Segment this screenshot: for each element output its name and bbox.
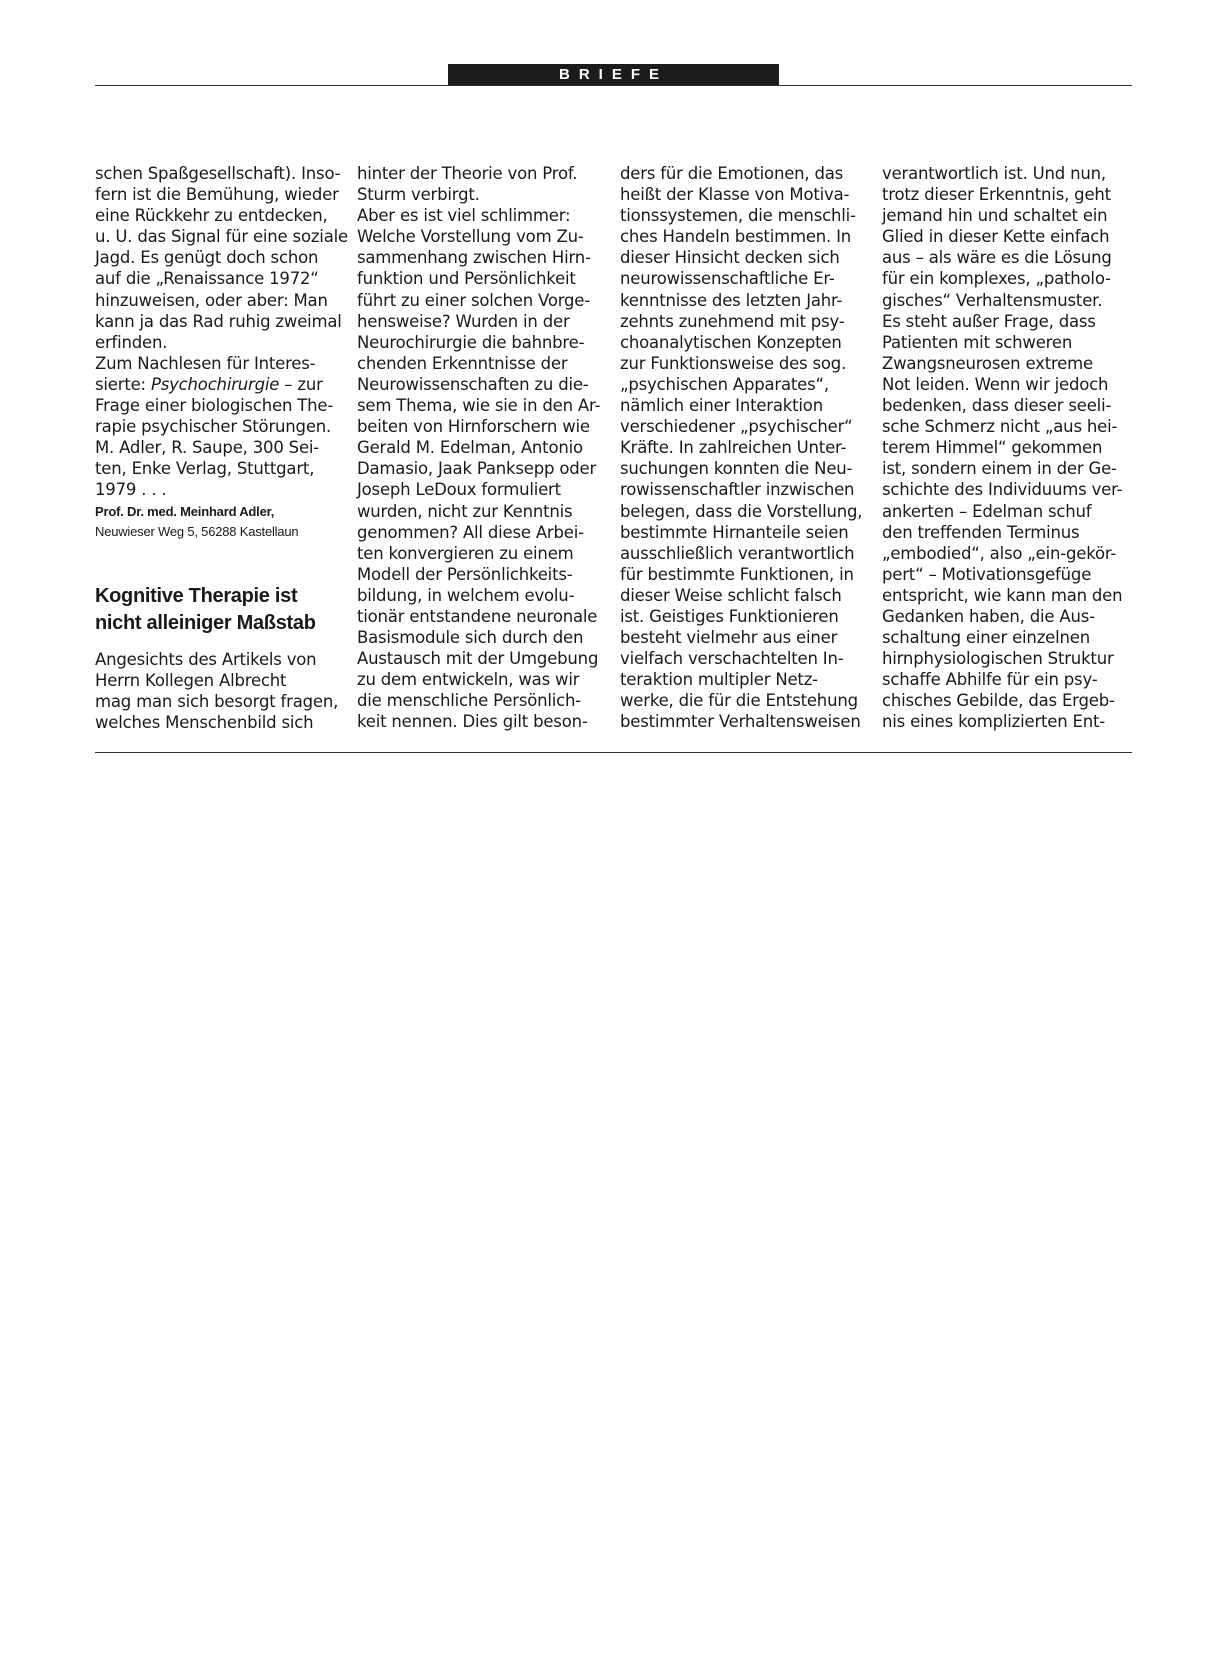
text-line: chisches Gebilde, das Ergeb-: [882, 691, 1115, 711]
text-line: Sturm verbirgt.: [357, 185, 480, 205]
text-line: bestimmte Hirnanteile seien: [620, 522, 849, 542]
text-line: Modell der Persönlichkeits-: [357, 564, 573, 584]
text-line: nis eines komplizierten Ent-: [882, 712, 1106, 732]
text-line: Joseph LeDoux formuliert: [357, 480, 561, 500]
text-line: Jagd. Es genügt doch schon: [95, 248, 319, 268]
text-line: terem Himmel“ gekommen: [882, 438, 1103, 458]
column-4: [882, 163, 1134, 733]
signature-name: Prof. Dr. med. Meinhard Adler,: [95, 503, 275, 519]
text-line: Basismodule sich durch den: [357, 628, 584, 648]
text-line: hensweise? Wurden in der: [357, 311, 570, 331]
text-line: Neurochirurgie die bahnbre-: [357, 332, 585, 352]
text-line: Glied in dieser Kette einfach: [882, 227, 1110, 247]
heading-line: Kognitive Therapie ist: [95, 584, 298, 607]
text-line: ten konvergieren zu einem: [357, 543, 574, 563]
text-line: gisches“ Verhaltensmuster.: [882, 290, 1103, 310]
text-line: für ein komplexes, „patholo-: [882, 269, 1111, 289]
text-line: keit nennen. Dies gilt beson-: [357, 712, 588, 732]
header-rule: [95, 85, 1132, 86]
text-line: Kräfte. In zahlreichen Unter-: [620, 438, 847, 458]
text-line: aus – als wäre es die Lösung: [882, 248, 1112, 268]
text-line: sche Schmerz nicht „aus hei-: [882, 417, 1118, 437]
text-line: Angesichts des Artikels von: [95, 649, 317, 669]
text-line: kenntnisse des letzten Jahr-: [620, 290, 843, 310]
text-line: funktion und Persönlichkeit: [357, 269, 576, 289]
text-line: 1979 . . .: [95, 480, 167, 500]
letter-2-heading: [95, 583, 347, 637]
text-line: Es steht außer Frage, dass: [882, 311, 1096, 331]
text-line: nämlich einer Interaktion: [620, 396, 823, 416]
text-line: [95, 374, 347, 395]
text-line: dieser Hinsicht decken sich: [620, 248, 840, 268]
text-line: werke, die für die Entstehung: [620, 691, 858, 711]
text-line: zu dem entwickeln, was wir: [357, 670, 580, 690]
text-line: neurowissenschaftliche Er-: [620, 269, 835, 289]
text-line: Not leiden. Wenn wir jedoch: [882, 374, 1109, 394]
text-line: Gedanken haben, die Aus-: [882, 606, 1095, 626]
letter-1-body: [95, 163, 347, 501]
text-line: ausschließlich verantwortlich: [620, 543, 855, 563]
text-line: schaltung einer einzelnen: [882, 628, 1090, 648]
text-line: bildung, in welchem evolu-: [357, 585, 575, 605]
text-line: schaffe Abhilfe für ein psy-: [882, 670, 1098, 690]
text-line: ist, sondern einem in der Ge-: [882, 459, 1117, 479]
text-line: für bestimmte Funktionen, in: [620, 564, 854, 584]
text-line: vielfach verschachtelten In-: [620, 649, 844, 669]
text-line: „embodied“, also „ein-gekör-: [882, 543, 1117, 563]
text-line: Aber es ist viel schlimmer:: [357, 206, 571, 226]
text-line: M. Adler, R. Saupe, 300 Sei-: [95, 438, 320, 458]
text-line: bedenken, dass dieser seeli-: [882, 396, 1112, 416]
text-line: Welche Vorstellung vom Zu-: [357, 227, 584, 247]
text-line: genommen? All diese Arbei-: [357, 522, 584, 542]
text-line: den treffenden Terminus: [882, 522, 1080, 542]
text-line: trotz dieser Erkenntnis, geht: [882, 185, 1111, 205]
text-line: auf die „Renaissance 1972“: [95, 269, 319, 289]
footer-rule: [95, 752, 1132, 753]
text-line: Herrn Kollegen Albrecht: [95, 670, 287, 690]
text-line: u. U. das Signal für eine soziale: [95, 227, 348, 247]
text-line: hirnphysiologischen Struktur: [882, 649, 1114, 669]
text-line: besteht vielmehr aus einer: [620, 628, 838, 648]
text-line: verschiedener „psychischer“: [620, 417, 853, 437]
text-line: Damasio, Jaak Panksepp oder: [357, 459, 597, 479]
text-line: die menschliche Persönlich-: [357, 691, 582, 711]
text-line: choanalytischen Konzepten: [620, 332, 842, 352]
text-line: Zum Nachlesen für Interes-: [95, 353, 316, 373]
signature-address: Neuwieser Weg 5, 56288 Kastellaun: [95, 523, 299, 539]
text-fragment: sierte:: [95, 374, 151, 394]
text-line: mag man sich besorgt fragen,: [95, 691, 339, 711]
text-line: tionär entstandene neuronale: [357, 606, 598, 626]
text-line: bestimmter Verhaltensweisen: [620, 712, 861, 732]
text-line: Gerald M. Edelman, Antonio: [357, 438, 583, 458]
heading-line: nicht alleiniger Maßstab: [95, 611, 316, 634]
text-line: „psychischen Apparates“,: [620, 374, 829, 394]
text-line: Patienten mit schweren: [882, 332, 1073, 352]
section-label: BRIEFE: [448, 64, 779, 86]
text-line: tionssystemen, die menschli-: [620, 206, 856, 226]
text-line: chenden Erkenntnisse der: [357, 353, 568, 373]
text-line: suchungen konnten die Neu-: [620, 459, 853, 479]
text-line: ist. Geistiges Funktionieren: [620, 606, 839, 626]
text-line: welches Menschenbild sich: [95, 712, 314, 732]
column-3: [620, 163, 872, 733]
text-line: jemand hin und schaltet ein: [882, 206, 1108, 226]
text-line: kann ja das Rad ruhig zweimal: [95, 311, 342, 331]
text-line: schichte des Individuums ver-: [882, 480, 1123, 500]
text-line: fern ist die Bemühung, wieder: [95, 185, 339, 205]
text-line: entspricht, wie kann man den: [882, 585, 1123, 605]
text-line: hinter der Theorie von Prof.: [357, 164, 578, 183]
text-line: ders für die Emotionen, das: [620, 164, 844, 183]
text-line: belegen, dass die Vorstellung,: [620, 501, 863, 521]
text-line: zehnts zunehmend mit psy-: [620, 311, 845, 331]
text-line: sammenhang zwischen Hirn-: [357, 248, 591, 268]
text-line: Austausch mit der Umgebung: [357, 649, 599, 669]
text-line: erfinden.: [95, 332, 168, 352]
text-line: beiten von Hirnforschern wie: [357, 417, 590, 437]
text-line: schen Spaßgesellschaft). Inso-: [95, 164, 341, 183]
column-2: [357, 163, 609, 733]
book-title: Psychochirurgie: [150, 374, 280, 394]
text-line: Zwangsneurosen extreme: [882, 353, 1093, 373]
letter-2-body: [95, 649, 347, 733]
text-line: wurden, nicht zur Kenntnis: [357, 501, 573, 521]
text-fragment: – zur: [279, 374, 323, 394]
text-line: hinzuweisen, oder aber: Man: [95, 290, 328, 310]
text-line: dieser Weise schlicht falsch: [620, 585, 842, 605]
text-line: ten, Enke Verlag, Stuttgart,: [95, 459, 315, 479]
text-line: heißt der Klasse von Motiva-: [620, 185, 850, 205]
text-line: eine Rückkehr zu entdecken,: [95, 206, 328, 226]
text-line: sem Thema, wie sie in den Ar-: [357, 396, 601, 416]
text-line: führt zu einer solchen Vorge-: [357, 290, 590, 310]
text-line: zur Funktionsweise des sog.: [620, 353, 847, 373]
text-line: teraktion multipler Netz-: [620, 670, 818, 690]
text-line: rowissenschaftler inzwischen: [620, 480, 855, 500]
text-line: pert“ – Motivationsgefüge: [882, 564, 1092, 584]
text-line: Frage einer biologischen The-: [95, 396, 334, 416]
column-1: [95, 163, 347, 733]
text-line: verantwortlich ist. Und nun,: [882, 164, 1106, 183]
text-line: Neurowissenschaften zu die-: [357, 374, 589, 394]
text-line: rapie psychischer Störungen.: [95, 417, 332, 437]
text-line: ches Handeln bestimmen. In: [620, 227, 852, 247]
text-line: ankerten – Edelman schuf: [882, 501, 1092, 521]
